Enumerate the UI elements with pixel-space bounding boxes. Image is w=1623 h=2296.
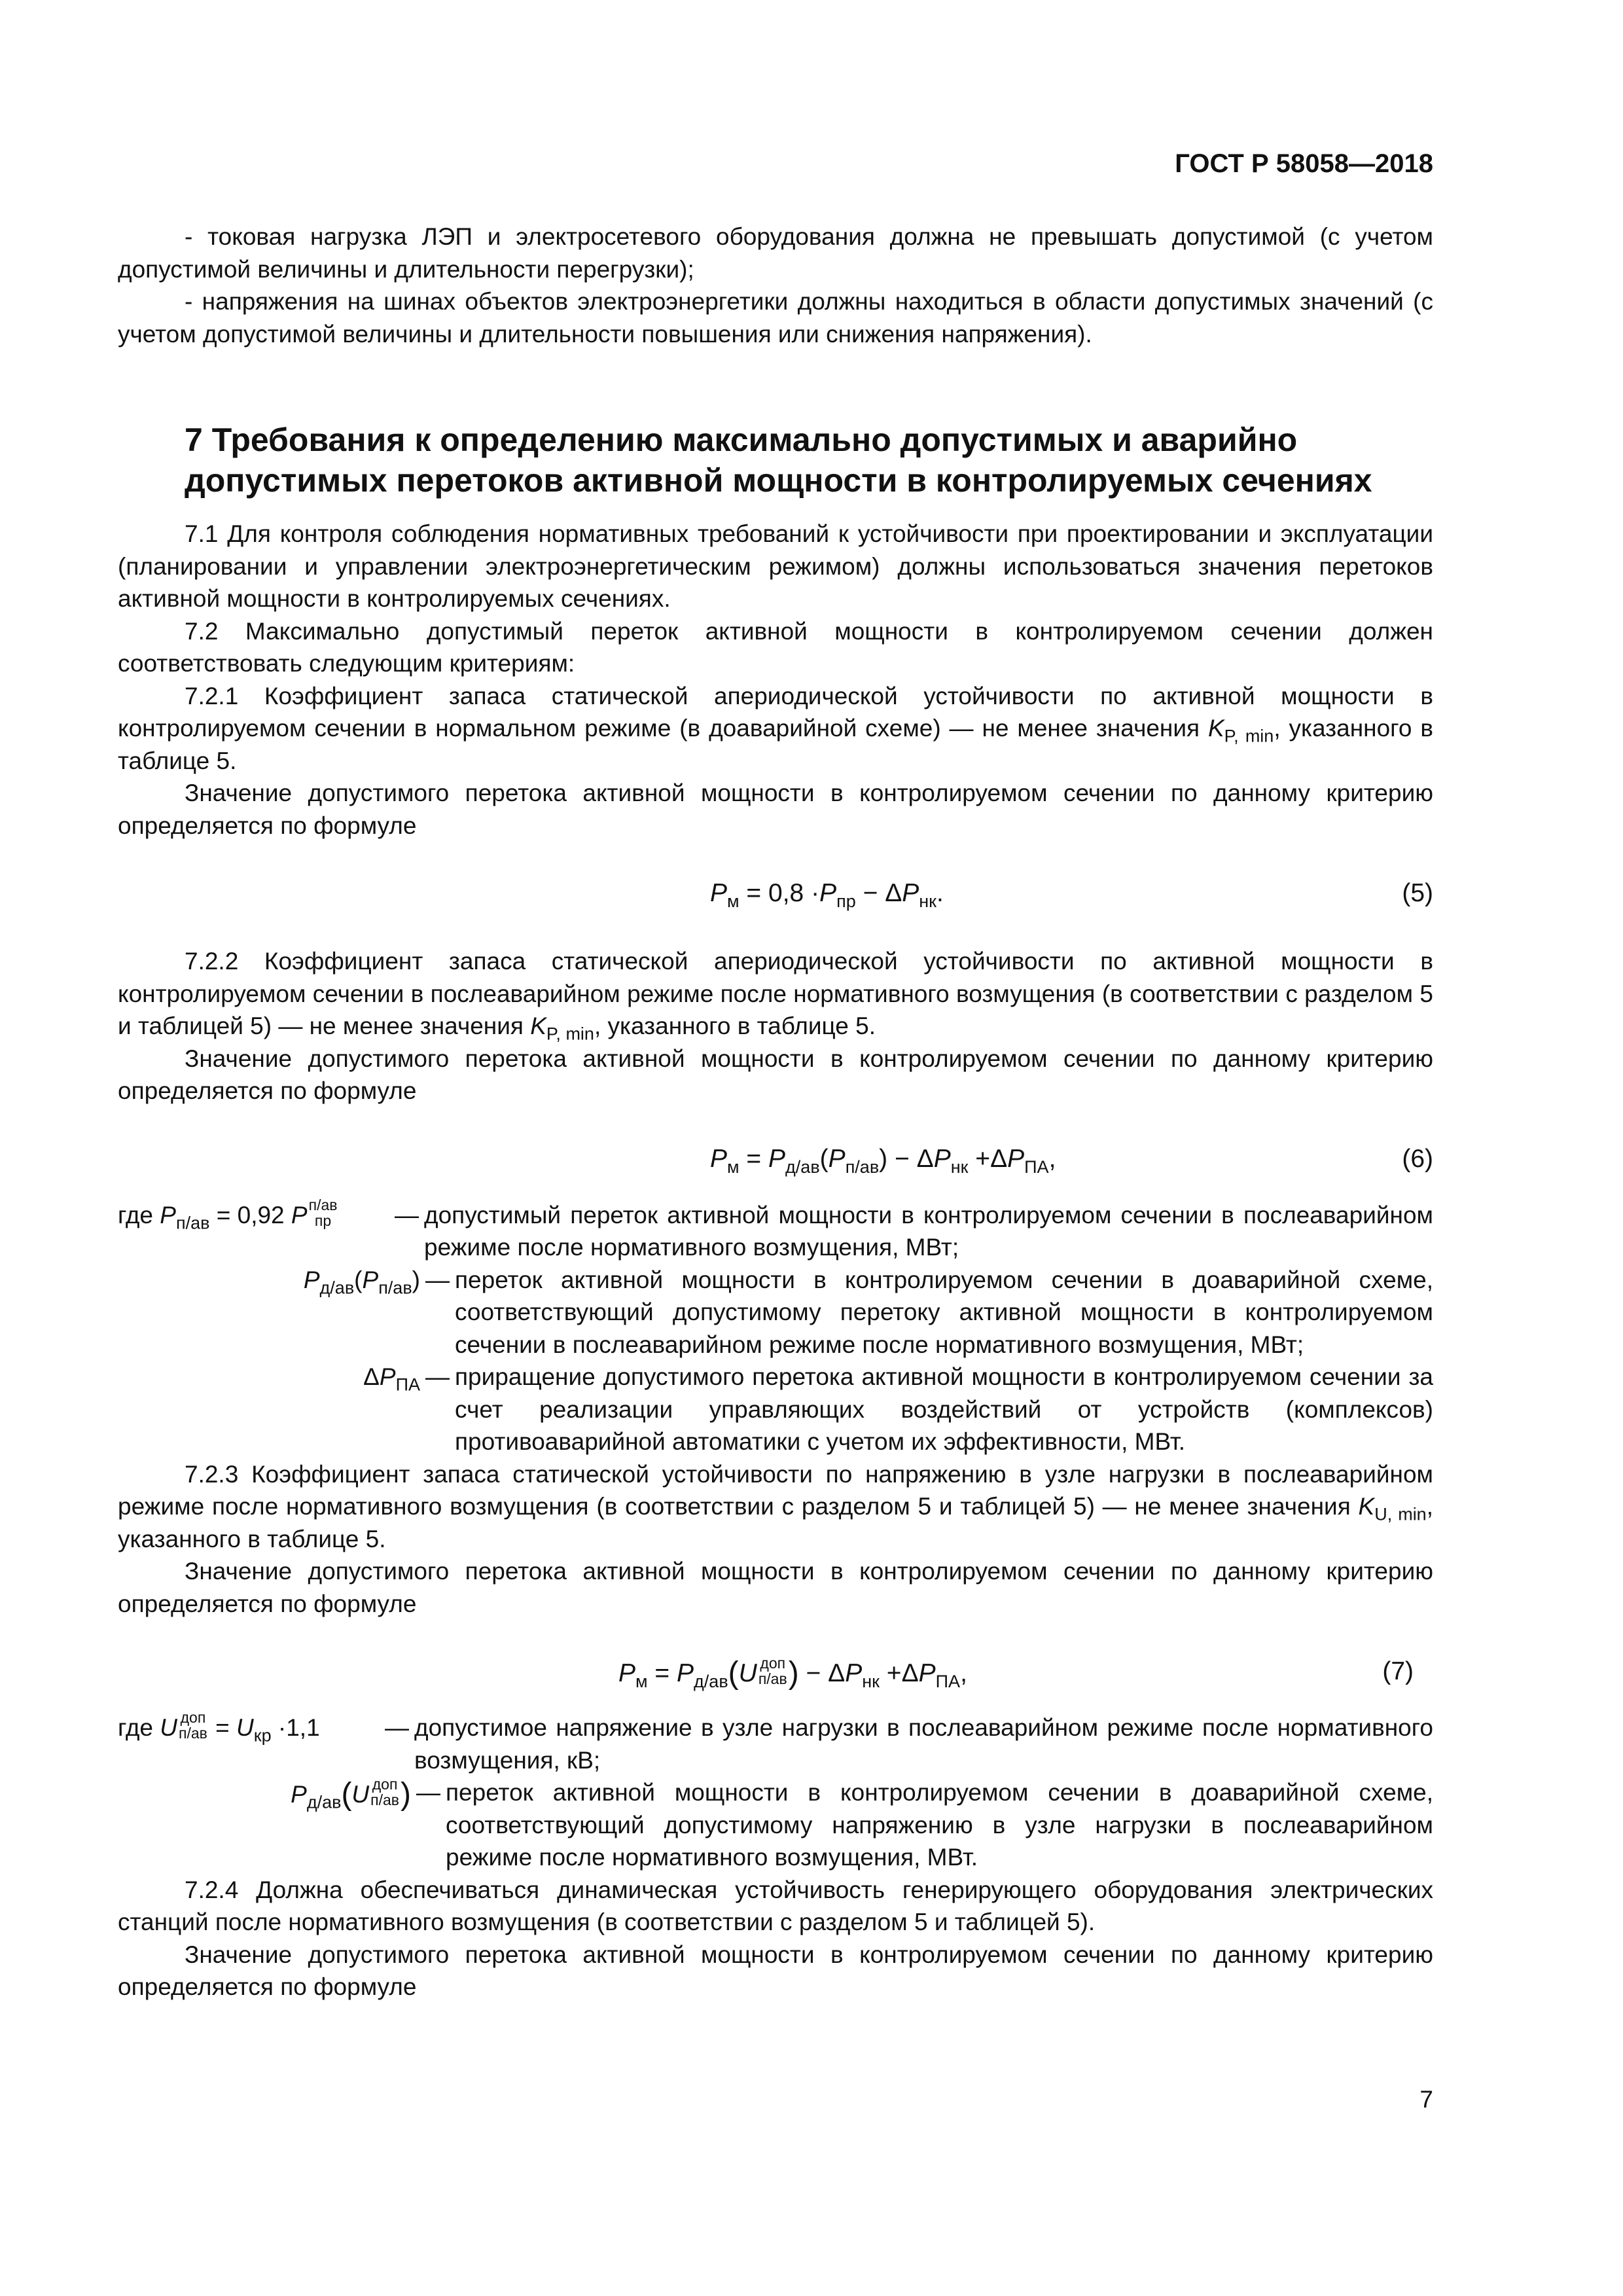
formula-5: $P_м = 0,8 \cdot P_{пр} - \Delta P_{нк}$. (5): [118, 870, 1433, 916]
section-heading: 7 Требования к определению максимально допустимых и аварийно допустимых перетоков активной мощности в контролируемых сечениях: [185, 422, 1372, 499]
paragraph-value-text: Значение допустимого перетока активной мощности в контролируемом сечении по данному критерию определяется по формуле: [118, 1045, 1433, 1104]
paragraph-value-text: Значение допустимого перетока активной мощности в контролируемом сечении по данному критерию определяется по формуле: [118, 1941, 1433, 2000]
paragraph-7-2-3: 7.2.3 Коэффициент запаса статической устойчивости по напряжению в узле нагрузки в послеаварийном режиме после нормативного возмущения (в соответствии с разделом 5 и таблицей 5) — не менее значения $K_{U, min}$, указанного в таблице 5.: [118, 1460, 1433, 1552]
definition-row: $P_{д/ав}(U$ доп п/ав ) — переток активной мощности в контролируемом сечении в доаварийной схеме, соответствующий допустимому напряжению в узле нагрузки в послеаварийном режиме после нормативного возмущения, МВт.: [291, 1776, 1433, 1871]
formula-number: (6): [1402, 1144, 1433, 1173]
definition-row: $P_{д/ав}(P_{п/ав})$ — переток активной мощности в контролируемом сечении в доаварийной схеме, соответствующий допустимому перетоку активной мощности в контролируемом сечении в послеаварийном режиме после нормативного возмущения, МВт;: [303, 1266, 1433, 1358]
formula-6-definitions: [118, 1196, 1433, 1458]
definition-row: где U доп п/ав = $U_{кр} \cdot 1,1$ — допустимое напряжение в узле нагрузки в послеаварийном режиме после нормативного возмущения, кВ;: [118, 1709, 1433, 1774]
paragraph-7-2-1: 7.2.1 Коэффициент запаса статической апериодической устойчивости по активной мощности в контролируемом сечении в нормальном режиме (в доаварийной схеме) — не менее значения $K_{P, min}$, указанного в таблице 5.: [118, 682, 1433, 774]
formula-number: (7): [1382, 1657, 1414, 1685]
formula-7-definitions: [118, 1709, 1433, 1874]
paragraph-7-1: 7.1 Для контроля соблюдения нормативных требований к устойчивости при проектировании и эксплуатации (планировании и управлении электроэнергетическим режимом) должны использоваться значения перетоков активной мощности в контролируемых сечениях.: [118, 520, 1433, 612]
bullet-item: - токовая нагрузка ЛЭП и электросетевого оборудования должна не превышать допустимой (с учетом допустимой величины и длительности перегрузки);: [118, 223, 1433, 283]
page-number: 7: [1419, 2086, 1433, 2113]
document-header-id: ГОСТ Р 58058—2018: [1175, 149, 1433, 178]
paragraph-7-2-2: 7.2.2 Коэффициент запаса статической апериодической устойчивости по активной мощности в контролируемом сечении в послеаварийном режиме после нормативного возмущения (в соответствии с разделом 5 и таблицей 5) — не менее значения $K_{P, min}$, указанного в таблице 5.: [118, 948, 1433, 1044]
document-body: [118, 221, 1433, 2003]
formula-6: $P_м = P_{д/ав}(P_{п/ав}) - \Delta P_{нк} +\Delta P_{ПА}$, (6): [118, 1136, 1433, 1182]
bullet-item: - напряжения на шинах объектов электроэнергетики должны находиться в области допустимых значений (с учетом допустимой величины и длительности повышения или снижения напряжения).: [118, 288, 1433, 348]
formula-7: $P_м = P_{д/ав}(U$ доп п/ав ) − $\Delta P_{нк} +\Delta P_{ПА}$, (7): [618, 1654, 1414, 1691]
definition-row: $\Delta P_{ПА}$ — приращение допустимого перетока активной мощности в контролируемом сечении за счет реализации управляющих воздействий от устройств (комплексов) противоаварийной автоматики с учетом их эффективности, МВт.: [363, 1363, 1433, 1455]
paragraph-7-2-4: 7.2.4 Должна обеспечиваться динамическая устойчивость генерирующего оборудования электрических станций после нормативного возмущения (в соответствии с разделом 5 и таблицей 5).: [118, 1876, 1433, 1935]
paragraph-value-text: Значение допустимого перетока активной мощности в контролируемом сечении по данному критерию определяется по формуле: [118, 1558, 1433, 1617]
paragraph-value-text: Значение допустимого перетока активной мощности в контролируемом сечении по данному критерию определяется по формуле: [118, 780, 1433, 839]
paragraph-7-2: 7.2 Максимально допустимый переток активной мощности в контролируемом сечении должен соответствовать следующим критериям:: [118, 617, 1433, 677]
definition-row: где $P_{п/ав} = 0,92$ P п/ав пр — допустимый переток активной мощности в контролируемом сечении в послеаварийном режиме после нормативного возмущения, МВт;: [118, 1196, 1433, 1261]
formula-number: (5): [1402, 879, 1433, 907]
